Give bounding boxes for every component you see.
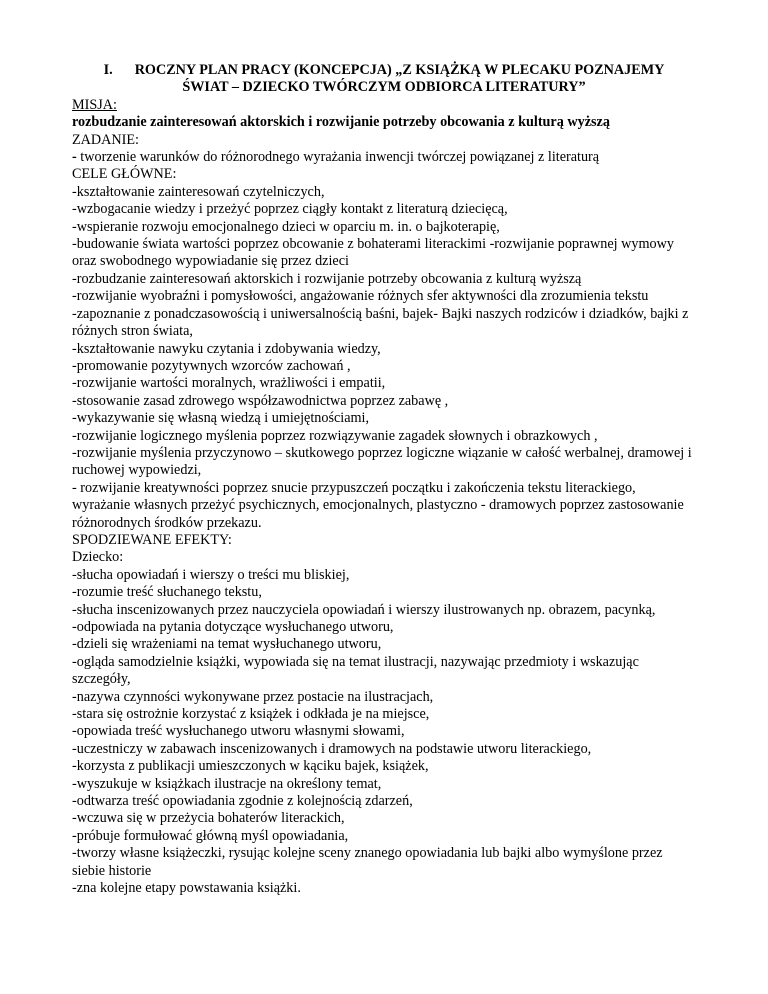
effect-item: -odpowiada na pytania dotyczące wysłuchanego utworu, xyxy=(72,619,394,635)
effect-item: -rozumie treść słuchanego tekstu, xyxy=(72,584,262,601)
effect-item: -nazywa czynności wykonywane przez postacie na ilustracjach, xyxy=(72,688,434,705)
goal-item: -zapoznanie z ponadczasowością i uniwersalnością baśni, bajek- Bajki naszych rodziców i dziadków, bajki z różnych stron świata, xyxy=(72,305,689,340)
task-body: tworzenie warunków do różnorodnego wyrażania inwencji twórczej powiązanej z literaturą xyxy=(76,149,600,166)
task-dash: - xyxy=(72,149,77,166)
goal-item: -rozwijanie wartości moralnych, wrażliwości i empatii, xyxy=(72,375,386,392)
goal-item: - rozwijanie kreatywności poprzez snucie przypuszczeń początku i zakończenia tekstu literackiego, wyrażanie własnych przeżyć psychicznych, emocjonalnych, plastyczno - dramowych poprzez zastosowanie różnorodnych środków przekazu. xyxy=(72,479,684,531)
task-text xyxy=(72,149,696,166)
effect-item: -ogląda samodzielnie książki, wypowiada się na temat ilustracji, nazywając przedmioty i wskazując szczegóły, xyxy=(72,653,639,688)
effects-subject: Dziecko: xyxy=(72,549,124,566)
effect-item: -dzieli się wrażeniami na temat wysłuchanego utworu, xyxy=(72,636,382,653)
effect-item: -opowiada treść wysłuchanego utworu własnymi słowami, xyxy=(72,723,405,740)
goal-item: -rozwijanie logicznego myślenia poprzez rozwiązywanie zagadek słownych i obrazkowych , xyxy=(72,427,598,444)
title-line-2: ŚWIAT – DZIECKO TWÓRCZYM ODBIORCA LITERATURY” xyxy=(182,79,586,96)
effect-item: -słucha inscenizowanych przez nauczyciela opowiadań i wierszy ilustrowanych np. obrazem, pacynką, xyxy=(72,601,656,618)
mission-text: rozbudzanie zainteresowań aktorskich i rozwijanie potrzeby obcowania z kulturą wyższą xyxy=(72,114,610,131)
effect-item: -wyszukuje w książkach ilustracje na określony temat, xyxy=(72,775,382,792)
effect-item: -odtwarza treść opowiadania zgodnie z kolejnością zdarzeń, xyxy=(72,793,413,810)
goal-item: -wzbogacanie wiedzy i przeżyć poprzez ciągły kontakt z literaturą dziecięcą, xyxy=(72,201,508,218)
goal-item: -kształtowanie nawyku czytania i zdobywania wiedzy, xyxy=(72,340,381,357)
goals-list xyxy=(72,184,696,532)
goal-item: -promowanie pozytywnych wzorców zachowań , xyxy=(72,357,351,374)
task-heading: ZADANIE: xyxy=(72,131,139,148)
effect-item: -stara się ostrożnie korzystać z książek i odkłada je na miejsce, xyxy=(72,706,430,723)
title-number: I. xyxy=(103,62,113,78)
goal-item: -budowanie świata wartości poprzez obcowanie z bohaterami literackimi -rozwijanie poprawnej wymowy oraz swobodnego wypowiadanie się przez dzieci xyxy=(72,236,674,270)
effects-list xyxy=(72,567,696,898)
document-page xyxy=(72,62,696,898)
effect-item: -uczestniczy w zabawach inscenizowanych i dramowych na podstawie utworu literackiego, xyxy=(72,740,592,757)
goal-item: -wspieranie rozwoju emocjonalnego dzieci w oparciu m. in. o bajkoterapię, xyxy=(72,218,500,235)
effect-item: -wczuwa się w przeżycia bohaterów literackich, xyxy=(72,810,345,827)
goal-item: -rozwijanie wyobraźni i pomysłowości, angażowanie różnych sfer aktywności dla zrozumienia tekstu xyxy=(72,288,649,305)
effect-item: -słucha opowiadań i wierszy o treści mu bliskiej, xyxy=(72,566,350,583)
effects-heading: SPODZIEWANE EFEKTY: xyxy=(72,531,232,548)
effect-item: -tworzy własne książeczki, rysując kolejne sceny znanego opowiadania lub bajki albo wymyślone przez siebie historie xyxy=(72,845,663,879)
effect-item: -korzysta z publikacji umieszczonych w kąciku bajek, książek, xyxy=(72,758,429,775)
goal-item: -rozbudzanie zainteresowań aktorskich i rozwijanie potrzeby obcowania z kulturą wyższą xyxy=(72,270,582,287)
goal-item: -rozwijanie myślenia przyczynowo – skutkowego poprzez logiczne wiązanie w całość werbalnej, dramowej i ruchowej wypowiedzi, xyxy=(72,444,692,479)
goal-item: -kształtowanie zainteresowań czytelniczych, xyxy=(72,183,325,200)
title-line-1: ROCZNY PLAN PRACY (KONCEPCJA) „Z KSIĄŻKĄ W PLECAKU POZNAJEMY xyxy=(134,62,665,78)
goals-heading: CELE GŁÓWNE: xyxy=(72,166,177,183)
mission-heading: MISJA: xyxy=(72,96,117,113)
document-title xyxy=(72,62,696,97)
goal-item: -wykazywanie się własną wiedzą i umiejętnościami, xyxy=(72,410,370,427)
effect-item: -zna kolejne etapy powstawania książki. xyxy=(72,880,301,897)
goal-item: -stosowanie zasad zdrowego współzawodnictwa poprzez zabawę , xyxy=(72,392,449,409)
effect-item: -próbuje formułować główną myśl opowiadania, xyxy=(72,827,349,844)
